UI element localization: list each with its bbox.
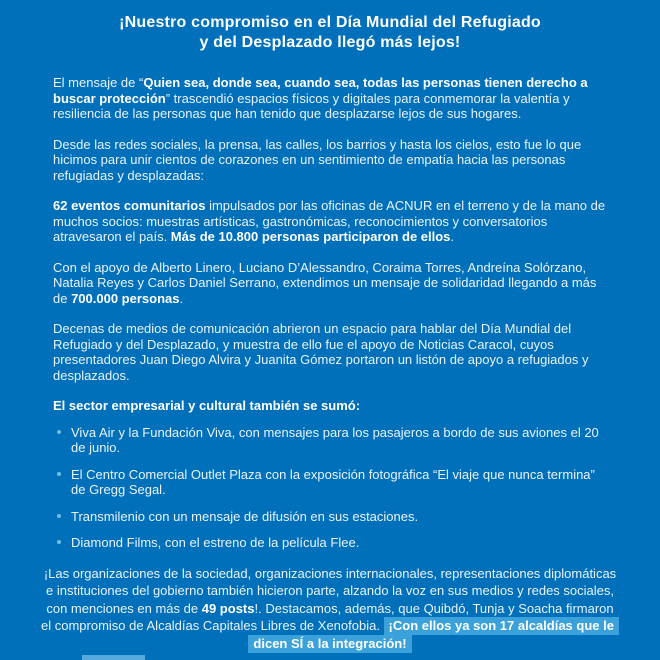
list-item-text: Viva Air y la Fundación Viva, con mensajes para los pasajeros a bordo de sus aviones el 20 de junio.	[71, 424, 599, 455]
bullet-icon	[57, 472, 61, 476]
paragraph-message: El mensaje de “Quien sea, donde sea, cuando sea, todas las personas tienen derecho a buscar protección” trascendió espacios físicos y digitales para conmemorar la valentía y resiliencia de las personas que han tenido que desplazarse lejos de sus hogares.	[53, 75, 588, 121]
paragraph-channels: Desde las redes sociales, la prensa, las calles, los barrios y hasta los cielos, esto fue lo que hicimos para unir cientos de corazones en un sentimiento de empatía hacia las personas refugiadas y desplazadas:	[53, 136, 582, 183]
initiatives-list	[53, 425, 607, 551]
page-title-line2: y del Desplazado llegó más lejos!	[199, 34, 461, 51]
closing-paragraph: ¡Las organizaciones de la sociedad, organizaciones internacionales, representaciones diplomáticas e instituciones del gobierno también hicieron parte, alzando la voz en sus medios y redes sociales, con menciones en más de 49 posts!. Destacamos, además, que Quibdó, Tunja y Soacha firmaron el compromiso de Alcaldías Capitales Libres de Xenofobia. ¡Con ellos ya son 17 alcaldías que le dicen SÍ a la integración!	[41, 565, 619, 653]
list-item-text: Transmilenio con un mensaje de difusión en sus estaciones.	[71, 508, 419, 524]
bullet-icon	[57, 514, 61, 518]
bullet-icon	[57, 540, 61, 544]
paragraph-ambassadors: Con el apoyo de Alberto Linero, Luciano D’Alessandro, Coraima Torres, Andreína Solórzano, Natalia Reyes y Carlos Daniel Serrano, extendimos un mensaje de solidaridad llegando a más de 700.000 personas.	[53, 259, 597, 306]
paragraph-community-events: 62 eventos comunitarios impulsados por las oficinas de ACNUR en el terreno y de la mano de muchos socios: muestras artísticas, gastronómicas, reconocimientos y conversatorios atravesaron el país. Más de 10.800 personas participaron de ellos.	[53, 198, 606, 244]
partial-button[interactable]	[82, 655, 145, 660]
bullet-icon	[57, 430, 61, 434]
page-title	[23, 13, 637, 53]
list-item-outlet-plaza	[57, 467, 607, 498]
list-item-text: Diamond Films, con el estreno de la película Flee.	[71, 535, 360, 550]
section-heading: El sector empresarial y cultural también se sumó:	[53, 398, 361, 413]
paragraph-media: Decenas de medios de comunicación abrieron un espacio para hablar del Día Mundial del Refugiado y del Desplazado, y muestra de ello fue el apoyo de Noticias Caracol, cuyos presentadores Juan Diego Alvira y Juanita Gómez portaron un listón de apoyo a refugiados y desplazados.	[53, 321, 589, 383]
list-item-diamond-films	[57, 535, 607, 551]
list-item-transmilenio	[57, 509, 607, 525]
list-item-text: El Centro Comercial Outlet Plaza con la exposición fotográfica “El viaje que nunca termina” de Gregg Segal.	[71, 466, 595, 497]
list-item-viva-air	[57, 425, 607, 456]
page-title-line1: ¡Nuestro compromiso en el Día Mundial del Refugiado	[119, 14, 541, 31]
